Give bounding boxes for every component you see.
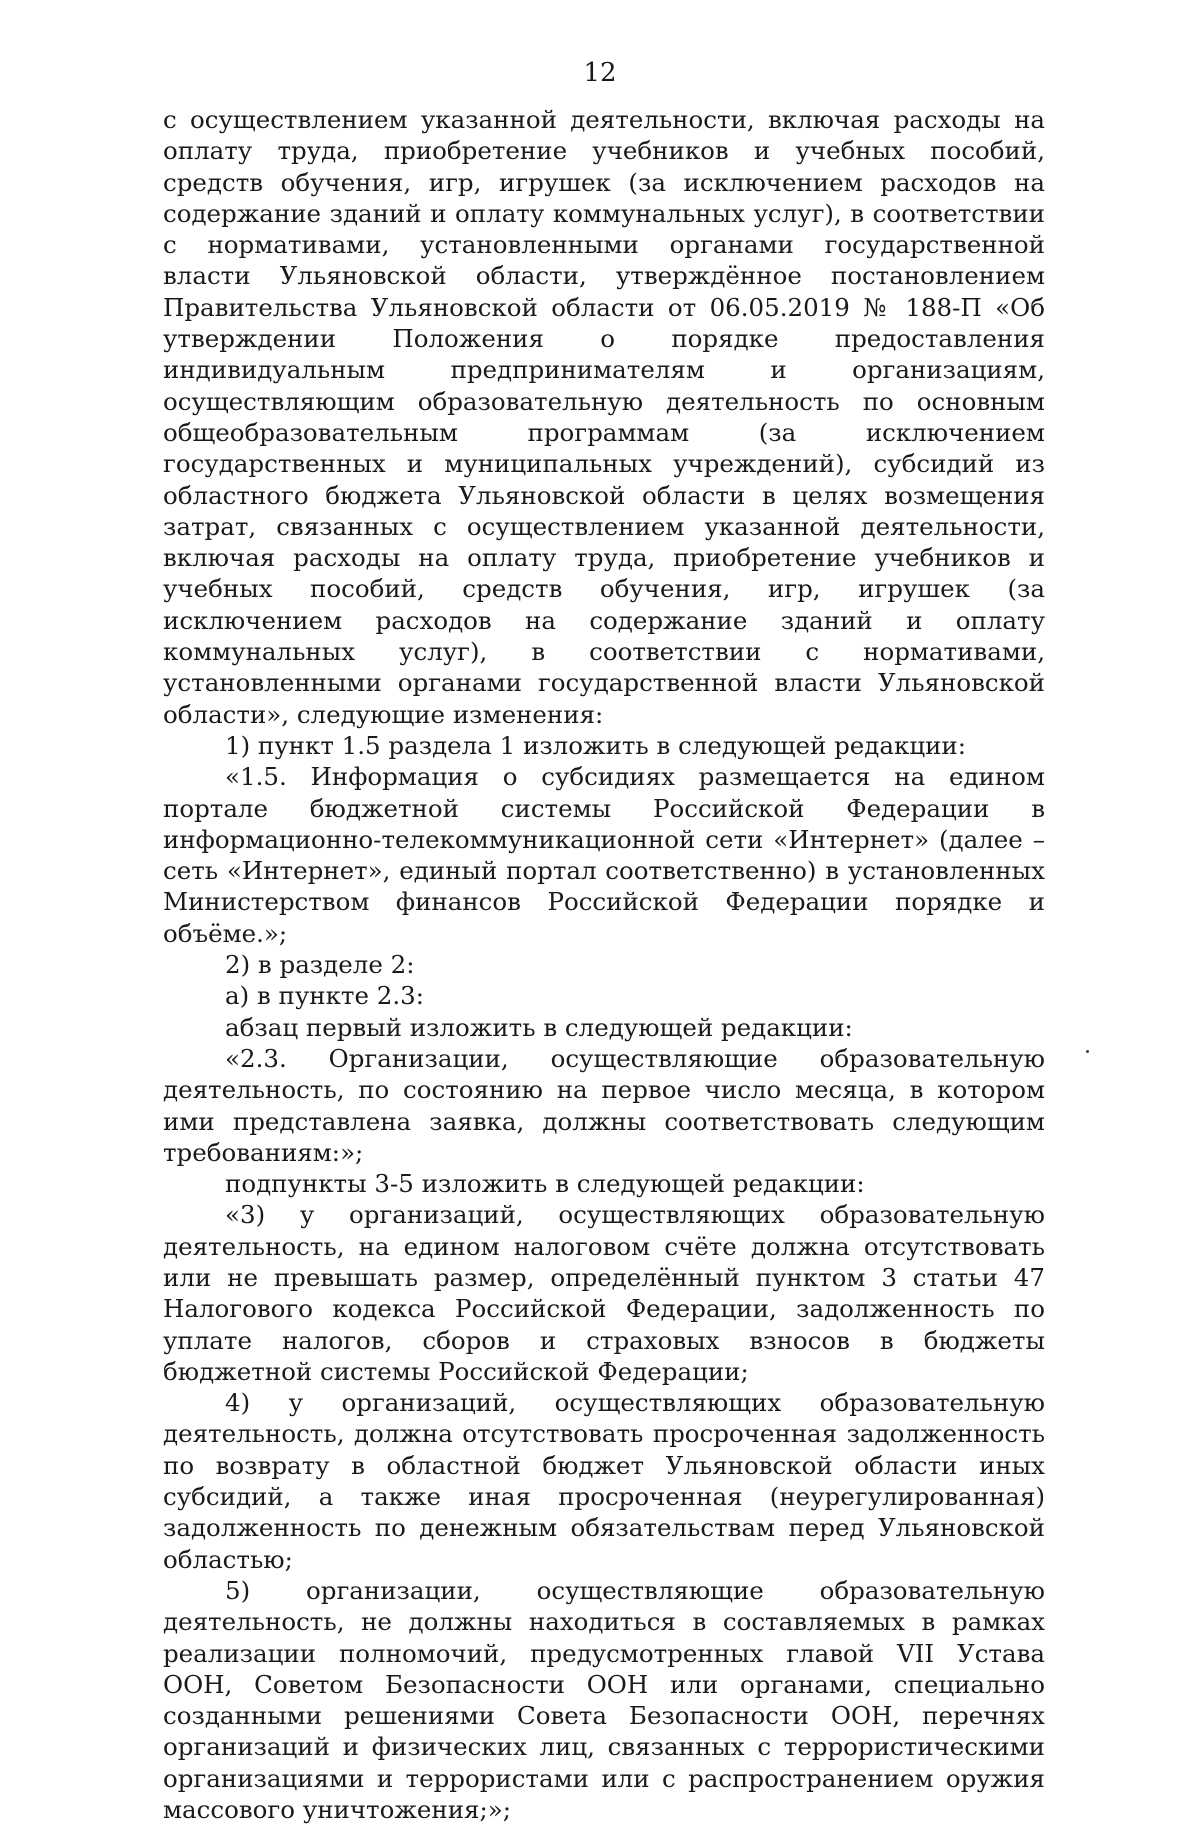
paragraph: 5) организации, осуществляющие образовательную деятельность, не должны находиться в составляемых в рамках реализации полномочий, предусмотренных главой VII Устава ООН, Советом Безопасности ООН или органами, специально созданными решениями Совета Безопасности ООН, перечнях организаций и физических лиц, связанных с террористическими организациями и террористами или с распространением оружия массового уничтожения;»; (163, 1575, 1045, 1825)
page-number: 12 (583, 58, 617, 88)
paragraph: «2.3. Организации, осуществляющие образовательную деятельность, по состоянию на первое число месяца, в котором ими представлена заявка, должны соответствовать следующим требованиям:»; (163, 1043, 1045, 1167)
paragraph: 1) пункт 1.5 раздела 1 изложить в следующей редакции: (225, 730, 966, 760)
paragraph: подпункты 3-5 изложить в следующей редакции: (225, 1169, 865, 1199)
scan-speck (1086, 1050, 1089, 1053)
paragraph: 4) у организаций, осуществляющих образовательную деятельность, должна отсутствовать просроченная задолженность по возврату в областной бюджет Ульяновской области иных субсидий, а также иная просроченная (неурегулированная) задолженность по денежным обязательствам перед Ульяновской областью; (163, 1388, 1045, 1574)
paragraph: 2) в разделе 2: (225, 950, 415, 980)
document-body (163, 104, 1045, 1825)
paragraph: «3) у организаций, осуществляющих образовательную деятельность, на едином налоговом счёте должна отсутствовать или не превышать размер, определённый пунктом 3 статьи 47 Налогового кодекса Российской Федерации, задолженность по уплате налогов, сборов и страховых взносов в бюджеты бюджетной системы Российской Федерации; (163, 1200, 1045, 1386)
paragraph: «1.5. Информация о субсидиях размещается на едином портале бюджетной системы Российской Федерации в информационно-телекоммуникационной сети «Интернет» (далее – сеть «Интернет», единый портал соответственно) в установленных Министерством финансов Российской Федерации порядке и объёме.»; (163, 762, 1045, 948)
paragraph: абзац первый изложить в следующей редакции: (225, 1012, 853, 1042)
paragraph: с осуществлением указанной деятельности, включая расходы на оплату труда, приобретение учебников и учебных пособий, средств обучения, игр, игрушек (за исключением расходов на содержание зданий и оплату коммунальных услуг), в соответствии с нормативами, установленными органами государственной власти Ульяновской области, утверждённое постановлением Правительства Ульяновской области от 06.05.2019 № 188-П «Об утверждении Положения о порядке предоставления индивидуальным предпринимателям и организациям, осуществляющим образовательную деятельность по основным общеобразовательным программам (за исключением государственных и муниципальных учреждений), субсидий из областного бюджета Ульяновской области в целях возмещения затрат, связанных с осуществлением указанной деятельности, включая расходы на оплату труда, приобретение учебников и учебных пособий, средств обучения, игр, игрушек (за исключением расходов на содержание зданий и оплату коммунальных услуг), в соответствии с нормативами, установленными органами государственной власти Ульяновской области», следующие изменения: (163, 105, 1045, 729)
paragraph: а) в пункте 2.3: (225, 981, 424, 1011)
